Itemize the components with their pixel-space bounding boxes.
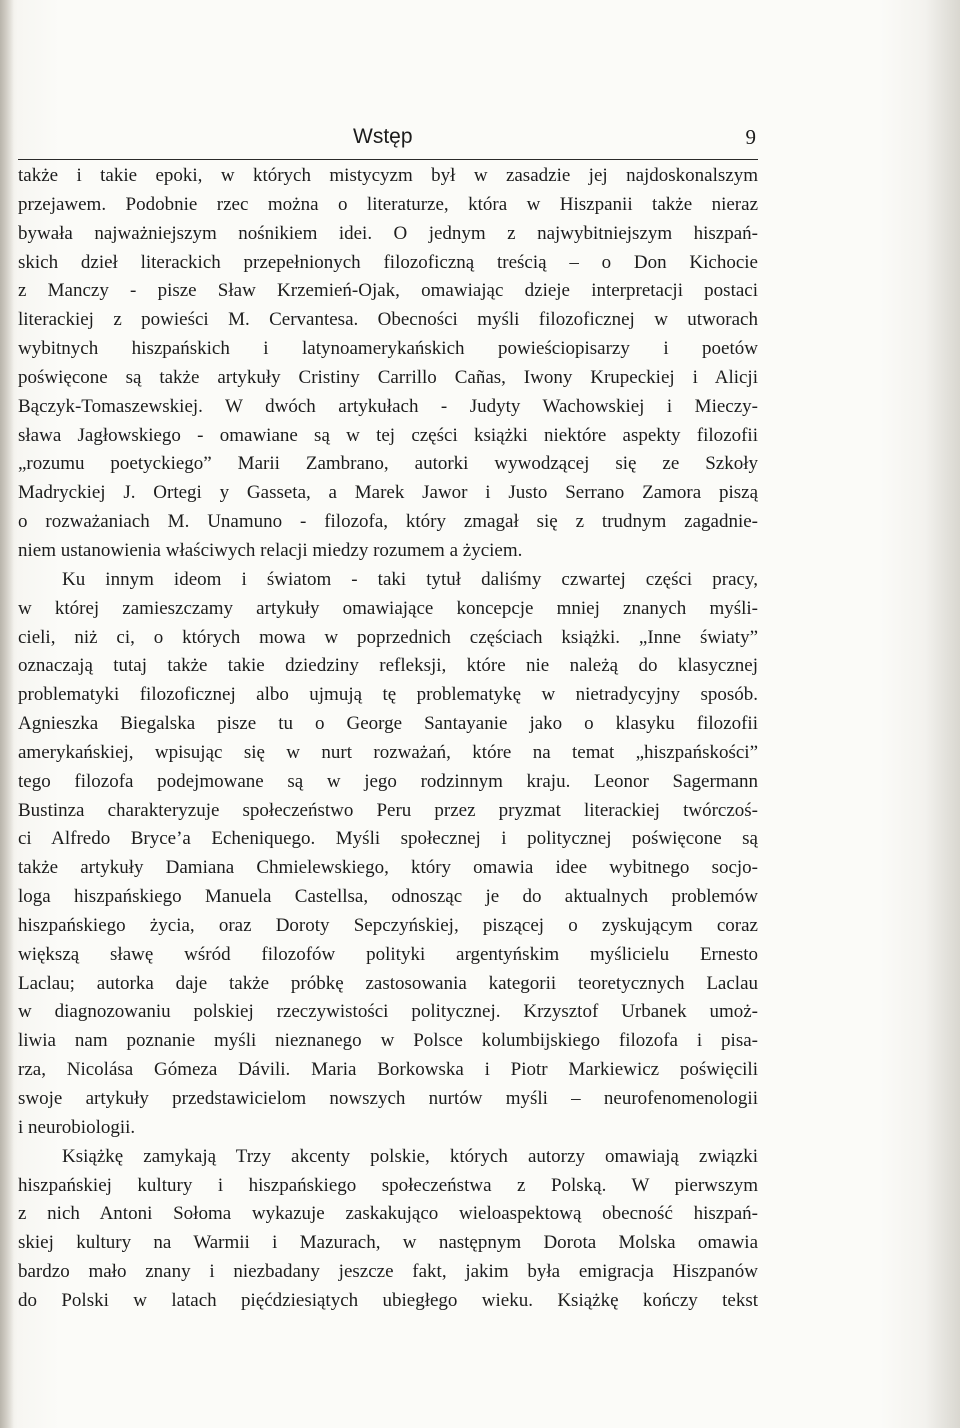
text-line: hiszpańskiej kultury i hiszpańskiego społeczeństwa z Polską. W pierwszym <box>18 1174 758 1196</box>
text-line: Ku innym ideom i światom - taki tytuł daliśmy czwartej części pracy, <box>62 568 758 590</box>
text-line: także i takie epoki, w których mistycyzm był w zasadzie jej najdoskonalszym <box>18 165 758 186</box>
text-line: swoje artykuły przedstawicielom nowszych nurtów myśli – neurofenomenologii <box>18 1088 758 1109</box>
text-line: hiszpańskiego życia, oraz Doroty Sepczyńskiej, piszącej o zyskującym coraz <box>18 914 758 936</box>
text-line: cieli, niż ci, o których mowa w poprzednich częściach książki. „Inne światy” <box>18 626 758 648</box>
text-line: amerykańskiej, wpisując się w nurt rozważań, które na temat „hiszpańskości” <box>18 741 758 763</box>
text-line: z nich Antoni Sołoma wykazuje zaskakująco wieloaspektową obecność hiszpań- <box>18 1203 758 1225</box>
running-header <box>18 125 758 160</box>
text-line: w diagnozowaniu polskiej rzeczywistości politycznej. Krzysztof Urbanek umoż- <box>18 1001 758 1023</box>
page-number: 9 <box>745 125 756 149</box>
text-line: bardzo mało znany i niezbadany jeszcze fakt, jakim była emigracja Hiszpanów <box>18 1261 758 1283</box>
text-line: loga hiszpańskiego Manuela Castellsa, odnosząc je do aktualnych problemów <box>18 886 758 908</box>
text-line: ci Alfredo Bryce’a Echeniquego. Myśli społecznej i politycznej poświęcone są <box>18 828 758 850</box>
text-line: w której zamieszczamy artykuły omawiające koncepcje mniej znanych myśli- <box>18 597 758 619</box>
text-line: wybitnych hiszpańskich i latynoamerykańskich powieściopisarzy i poetów <box>18 338 758 360</box>
text-line: sława Jagłowskiego - omawiane są w tej części książki niektóre aspekty filozofii <box>18 424 758 446</box>
text-line: poświęcone są także artykuły Cristiny Carrillo Cañas, Iwony Krupeckiej i Alicji <box>18 366 758 388</box>
text-line: do Polski w latach pięćdziesiątych ubiegłego wieku. Książkę kończy tekst <box>18 1289 758 1311</box>
text-line: liwia nam poznanie myśli nieznanego w Polsce kolumbijskiego filozofa i pisa- <box>18 1030 758 1052</box>
running-title: Wstęp <box>353 125 413 148</box>
text-line: przejawem. Podobnie rzec można o literaturze, która w Hiszpanii także nieraz <box>18 193 758 215</box>
text-line: Bączyk-Tomaszewskiej. W dwóch artykułach - Judyty Wachowskiej i Mieczy- <box>18 395 758 417</box>
text-line: o rozważaniach M. Unamuno - filozofa, który zmagał się z trudnym zagadnie- <box>18 511 758 533</box>
text-line: tego filozofa podejmowane są w jego rodzinnym kraju. Leonor Sagermann <box>18 770 758 792</box>
text-line: bywała najważniejszym nośnikiem idei. O jednym z najwybitniejszym hiszpań- <box>18 222 758 244</box>
text-line: i neurobiologii. <box>18 1116 136 1138</box>
text-line: z Manczy - pisze Sław Krzemień-Ojak, omawiając dzieje interpretacji postaci <box>18 280 758 302</box>
text-line: Agnieszka Biegalska pisze tu o George Santayanie jako o klasyku filozofii <box>18 713 758 735</box>
text-line: problematyki filozoficznej albo ujmują tę problematykę w nietradycyjny sposób. <box>18 684 758 706</box>
text-line: skiej kultury na Warmii i Mazurach, w następnym Dorota Molska omawia <box>18 1232 758 1254</box>
text-line: Laclau; autorka daje także próbkę zastosowania kategorii teoretycznych Laclau <box>18 972 758 994</box>
text-line: rza, Nicolása Gómeza Dávili. Maria Borkowska i Piotr Markiewicz poświęcili <box>18 1059 758 1081</box>
text-line: literackiej z powieści M. Cervantesa. Obecności myśli filozoficznej w utworach <box>18 309 758 331</box>
text-line: Madryckiej J. Ortegi y Gasseta, a Marek Jawor i Justo Serrano Zamora piszą <box>18 482 758 504</box>
text-line: skich dzieł literackich przepełnionych filozoficzną treścią – o Don Kichocie <box>18 251 758 273</box>
text-line: niem ustanowienia właściwych relacji miedzy rozumem a życiem. <box>18 539 523 561</box>
text-line: większą sławę wśród filozofów polityki argentyńskim myślicielu Ernesto <box>18 943 758 965</box>
text-line: Książkę zamykają Trzy akcenty polskie, których autorzy omawiają związki <box>62 1145 758 1167</box>
text-line: Bustinza charakteryzuje społeczeństwo Peru przez pryzmat literackiej twórczoś- <box>18 799 758 821</box>
body-text <box>18 162 758 1316</box>
text-line: „rozumu poetyckiego” Marii Zambrano, autorki wywodzącej się ze Szkoły <box>18 453 758 475</box>
text-line: oznaczają tutaj także takie dziedziny refleksji, które nie należą do klasycznej <box>18 655 758 677</box>
page-gutter-shadow <box>0 0 14 1428</box>
text-line: także artykuły Damiana Chmielewskiego, który omawia idee wybitnego socjo- <box>18 857 758 879</box>
